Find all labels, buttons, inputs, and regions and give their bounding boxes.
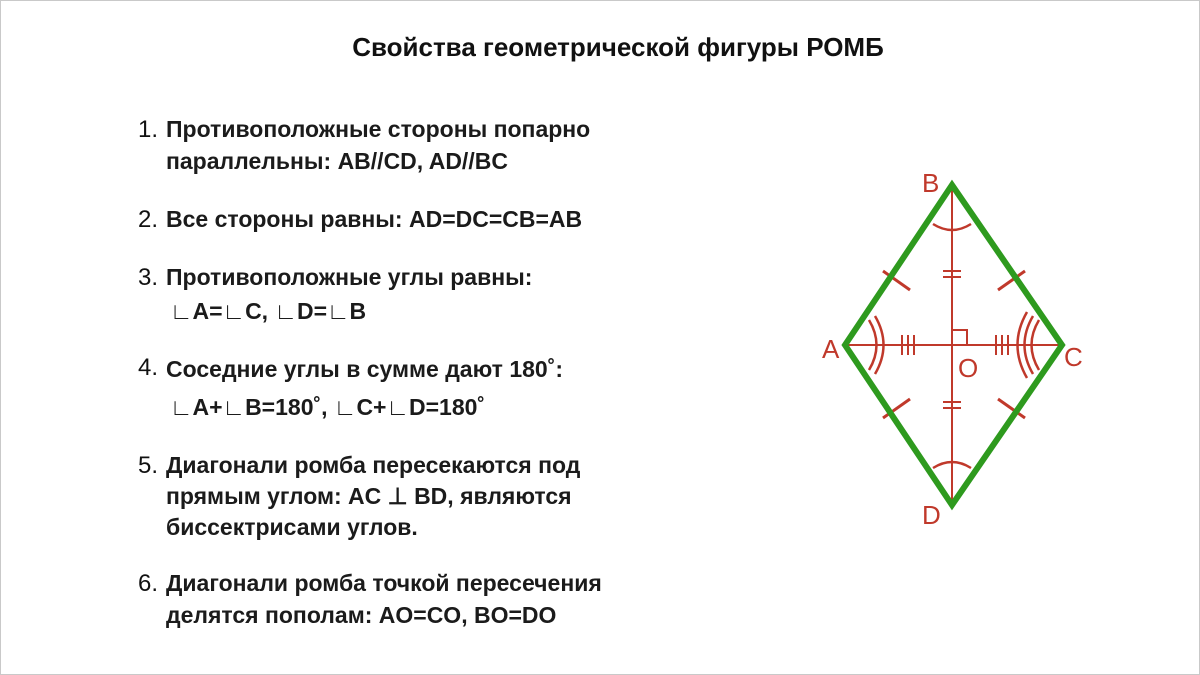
property-text: Диагонали ромба пересекаются под (166, 452, 581, 478)
property-text: Все стороны равны: AD=DC=CB=AB (166, 206, 583, 232)
property-text: прямым углом: AC ⊥ BD, являются (166, 483, 572, 509)
property-text: Соседние углы в сумме дают 180˚: (166, 356, 564, 382)
property-number: 2. (138, 206, 159, 233)
property-text: Противоположные стороны попарно (166, 116, 591, 142)
vertex-label-b: B (922, 168, 940, 198)
property-number: 6. (138, 570, 159, 597)
property-number: 1. (138, 116, 159, 143)
property-text: ∟A=∟C, ∟D=∟B (170, 298, 367, 324)
vertex-label-a: A (822, 334, 840, 364)
property-text: делятся пополам: AO=CO, BO=DO (166, 602, 557, 628)
vertex-label-c: C (1064, 342, 1083, 372)
property-text: Противоположные углы равны: (166, 264, 533, 290)
page-title: Свойства геометрической фигуры РОМБ (352, 32, 884, 62)
vertex-label-o: O (958, 353, 979, 383)
property-text: параллельны: AB//CD, AD//BC (166, 148, 508, 174)
property-number: 4. (138, 354, 159, 381)
property-number: 5. (138, 452, 159, 479)
property-number: 3. (138, 264, 159, 291)
property-text: ∟A+∟B=180˚, ∟C+∟D=180˚ (170, 394, 486, 420)
right-angle-mark (952, 330, 967, 345)
property-text: Диагонали ромба точкой пересечения (166, 570, 602, 596)
property-text: биссектрисами углов. (166, 514, 418, 540)
vertex-label-d: D (922, 500, 941, 530)
